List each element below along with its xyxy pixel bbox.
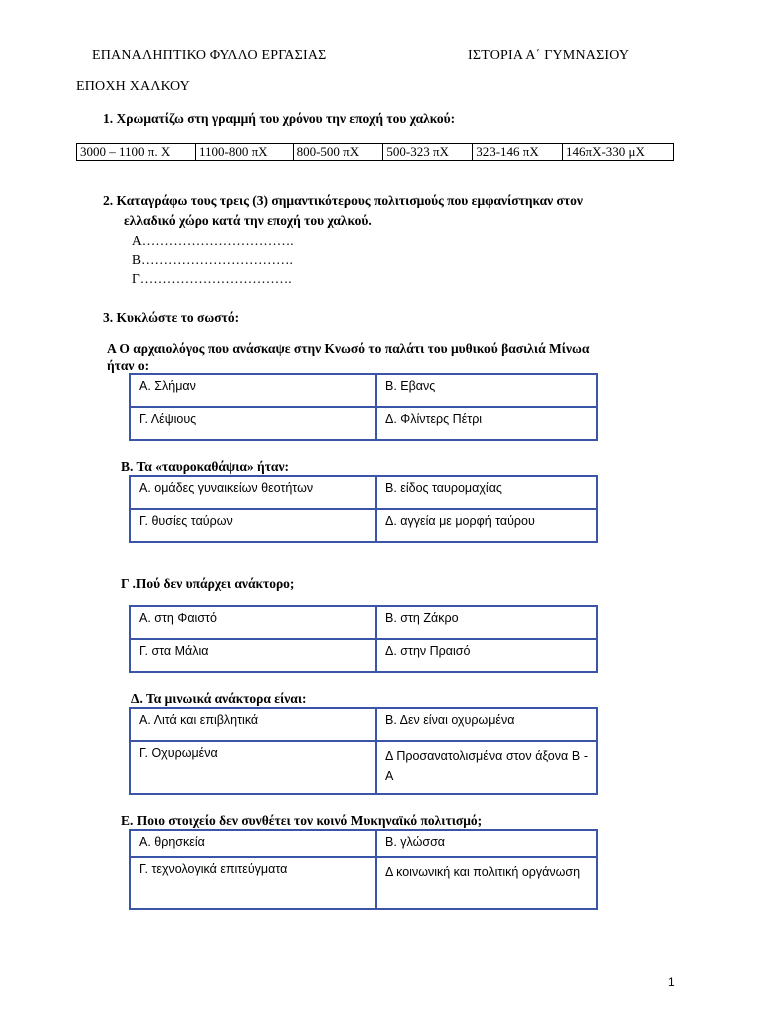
unit-title: ΕΠΟΧΗ ΧΑΛΚΟΥ xyxy=(76,79,190,94)
question-3a-line1: Α Ο αρχαιολόγος που ανάσκαψε στην Κνωσό το παλάτι του μυθικού βασιλιά Μίνωα xyxy=(107,341,590,356)
option-b[interactable]: Β. είδος ταυρομαχίας xyxy=(376,476,597,509)
question-2-line1: 2. Καταγράφω τους τρεις (3) σημαντικότερους πολιτισμούς που εμφανίστηκαν στον xyxy=(103,193,583,208)
answer-blank-a[interactable]: Α……………………………. xyxy=(132,233,294,248)
question-1: 1. Χρωματίζω στη γραμμή του χρόνου την εποχή του χαλκού: xyxy=(103,111,456,126)
option-a[interactable]: Α. Λιτά και επιβλητικά xyxy=(130,708,376,741)
question-2-line2: ελλαδικό χώρο κατά την εποχή του χαλκού. xyxy=(124,213,372,228)
question-3c-title: Γ .Πού δεν υπάρχει ανάκτορο; xyxy=(121,576,295,591)
option-b[interactable]: Β. γλώσσα xyxy=(376,830,597,857)
answer-blank-c[interactable]: Γ……………………………. xyxy=(132,271,292,286)
option-d[interactable]: Δ Προσανατολισμένα στον άξονα Β - Α xyxy=(376,741,597,794)
timeline-cell[interactable]: 1100-800 πΧ xyxy=(196,144,294,161)
options-table-3c xyxy=(129,605,598,673)
option-a[interactable]: Α. θρησκεία xyxy=(130,830,376,857)
options-table-3e xyxy=(129,829,598,910)
timeline-cell[interactable]: 800-500 πΧ xyxy=(293,144,383,161)
worksheet-title: ΕΠΑΝΑΛΗΠΤΙΚΟ ΦΥΛΛΟ ΕΡΓΑΣΙΑΣ xyxy=(92,48,327,63)
option-c[interactable]: Γ. Οχυρωμένα xyxy=(130,741,376,794)
option-d[interactable]: Δ κοινωνική και πολιτική οργάνωση xyxy=(376,857,597,909)
question-3d-title: Δ. Τα μινωικά ανάκτορα είναι: xyxy=(131,691,307,706)
answer-blank-b[interactable]: Β……………………………. xyxy=(132,252,293,267)
option-b[interactable]: Β. Εβανς xyxy=(376,374,597,407)
option-b[interactable]: Β. Δεν είναι οχυρωμένα xyxy=(376,708,597,741)
question-3e-title: Ε. Ποιο στοιχείο δεν συνθέτει τον κοινό Μυκηναϊκό πολιτισμό; xyxy=(121,813,483,828)
option-a[interactable]: Α. Σλήμαν xyxy=(130,374,376,407)
options-table-3a xyxy=(129,373,598,441)
option-b[interactable]: Β. στη Ζάκρο xyxy=(376,606,597,639)
timeline-table xyxy=(76,143,674,161)
option-c[interactable]: Γ. θυσίες ταύρων xyxy=(130,509,376,542)
option-c[interactable]: Γ. Λέψιους xyxy=(130,407,376,440)
option-a[interactable]: Α. στη Φαιστό xyxy=(130,606,376,639)
option-c[interactable]: Γ. τεχνολογικά επιτεύγματα xyxy=(130,857,376,909)
question-3b-title: Β. Τα «ταυροκαθάψια» ήταν: xyxy=(121,459,289,474)
options-table-3d xyxy=(129,707,598,795)
question-3a-line2: ήταν ο: xyxy=(107,358,150,373)
timeline-cell[interactable]: 3000 – 1100 π. Χ xyxy=(77,144,196,161)
options-table-3b xyxy=(129,475,598,543)
option-a[interactable]: Α. ομάδες γυναικείων θεοτήτων xyxy=(130,476,376,509)
page-number: 1 xyxy=(668,975,675,989)
timeline-cell[interactable]: 323-146 πΧ xyxy=(473,144,563,161)
question-3-title: 3. Κυκλώστε το σωστό: xyxy=(103,310,240,325)
option-d[interactable]: Δ. Φλίντερς Πέτρι xyxy=(376,407,597,440)
option-d[interactable]: Δ. αγγεία με μορφή ταύρου xyxy=(376,509,597,542)
timeline-cell[interactable]: 500-323 πΧ xyxy=(383,144,473,161)
option-d[interactable]: Δ. στην Πραισό xyxy=(376,639,597,672)
option-c[interactable]: Γ. στα Μάλια xyxy=(130,639,376,672)
subject-title: ΙΣΤΟΡΙΑ Α΄ ΓΥΜΝΑΣΙΟΥ xyxy=(468,48,630,63)
timeline-cell[interactable]: 146πΧ-330 μΧ xyxy=(563,144,674,161)
